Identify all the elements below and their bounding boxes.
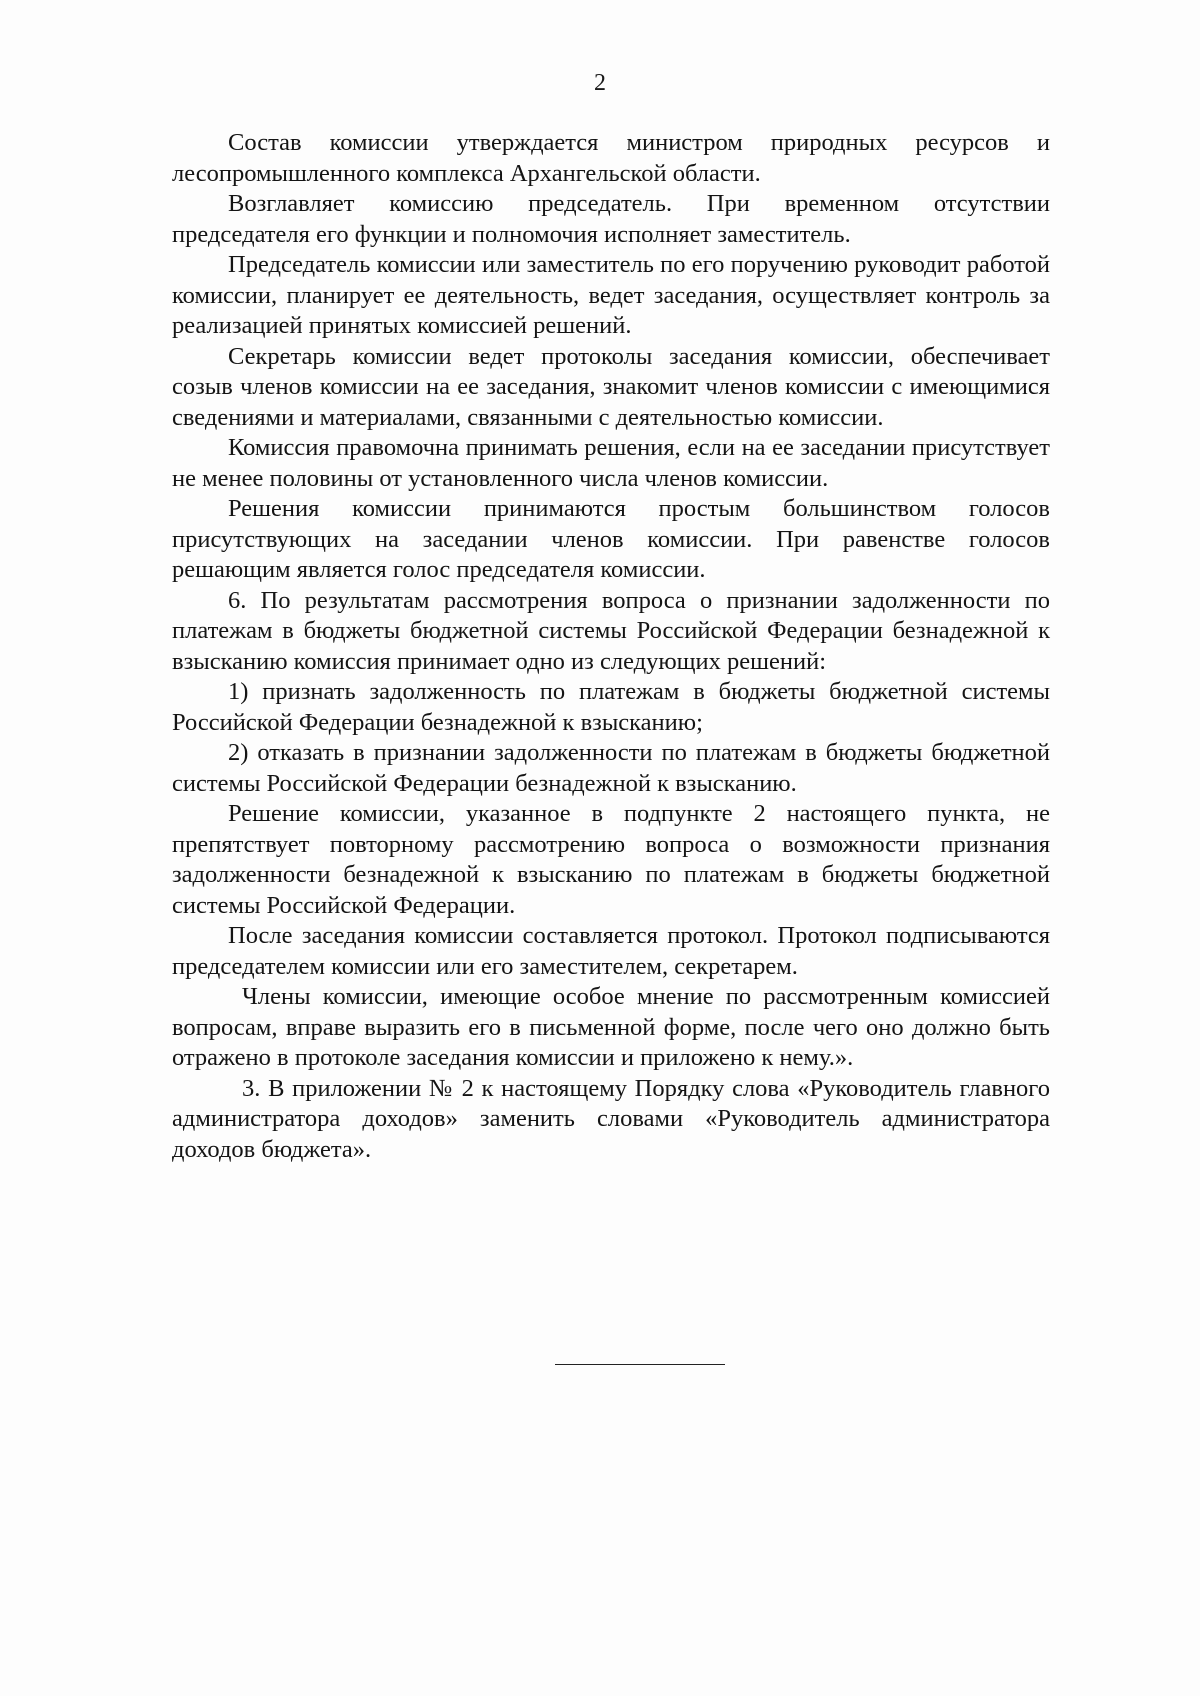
paragraph-quorum: Комиссия правомочна принимать решения, если на ее заседании присутствует не менее половины от установленного числа членов комиссии.	[172, 434, 1050, 492]
paragraph-voting: Решения комиссии принимаются простым большинством голосов присутствующих на заседании членов комиссии. При равенстве голосов решающим является голос председателя комиссии.	[172, 495, 1050, 583]
end-divider-line	[555, 1364, 725, 1365]
paragraph-repeat-review: Решение комиссии, указанное в подпункте 2 настоящего пункта, не препятствует повторному рассмотрению вопроса о возможности признания задолженности безнадежной к взысканию по платежам в бюджеты бюджетной системы Российской Федерации.	[172, 800, 1050, 919]
paragraph-secretary: Секретарь комиссии ведет протоколы заседания комиссии, обеспечивает созыв членов комиссии на ее заседания, знакомит членов комиссии с имеющимися сведениями и материалами, связанными с деятельностью комиссии.	[172, 342, 1050, 431]
paragraph-item-3: 3. В приложении № 2 к настоящему Порядку слова «Руководитель главного администратора доходов» заменить словами «Руководитель администратора доходов бюджета».	[172, 1074, 1050, 1163]
paragraph-dissenting-opinion: Члены комиссии, имеющие особое мнение по рассмотренным комиссией вопросам, вправе выразить его в письменной форме, после чего оно должно быть отражено в протоколе заседания комиссии и приложено к нему.».	[172, 983, 1050, 1071]
paragraph-subitem-1: 1) признать задолженность по платежам в бюджеты бюджетной системы Российской Федерации безнадежной к взысканию;	[172, 678, 1050, 736]
paragraph-subitem-2: 2) отказать в признании задолженности по платежам в бюджеты бюджетной системы Российской Федерации безнадежной к взысканию.	[172, 739, 1050, 797]
page-number: 2	[594, 70, 606, 96]
paragraph-chairman: Возглавляет комиссию председатель. При временном отсутствии председателя его функции и полномочия исполняет заместитель.	[172, 190, 1050, 248]
document-body	[172, 128, 1050, 1165]
paragraph-protocol: После заседания комиссии составляется протокол. Протокол подписываются председателем комиссии или его заместителем, секретарем.	[172, 922, 1050, 980]
paragraph-commission-composition: Состав комиссии утверждается министром природных ресурсов и лесопромышленного комплекса Архангельской области.	[172, 129, 1050, 187]
paragraph-item-6: 6. По результатам рассмотрения вопроса о признании задолженности по платежам в бюджеты бюджетной системы Российской Федерации безнадежной к взысканию комиссия принимает одно из следующих решений:	[172, 586, 1050, 675]
paragraph-chairman-duties: Председатель комиссии или заместитель по его поручению руководит работой комиссии, планирует ее деятельность, ведет заседания, осуществляет контроль за реализацией принятых комиссией решений.	[172, 251, 1050, 339]
